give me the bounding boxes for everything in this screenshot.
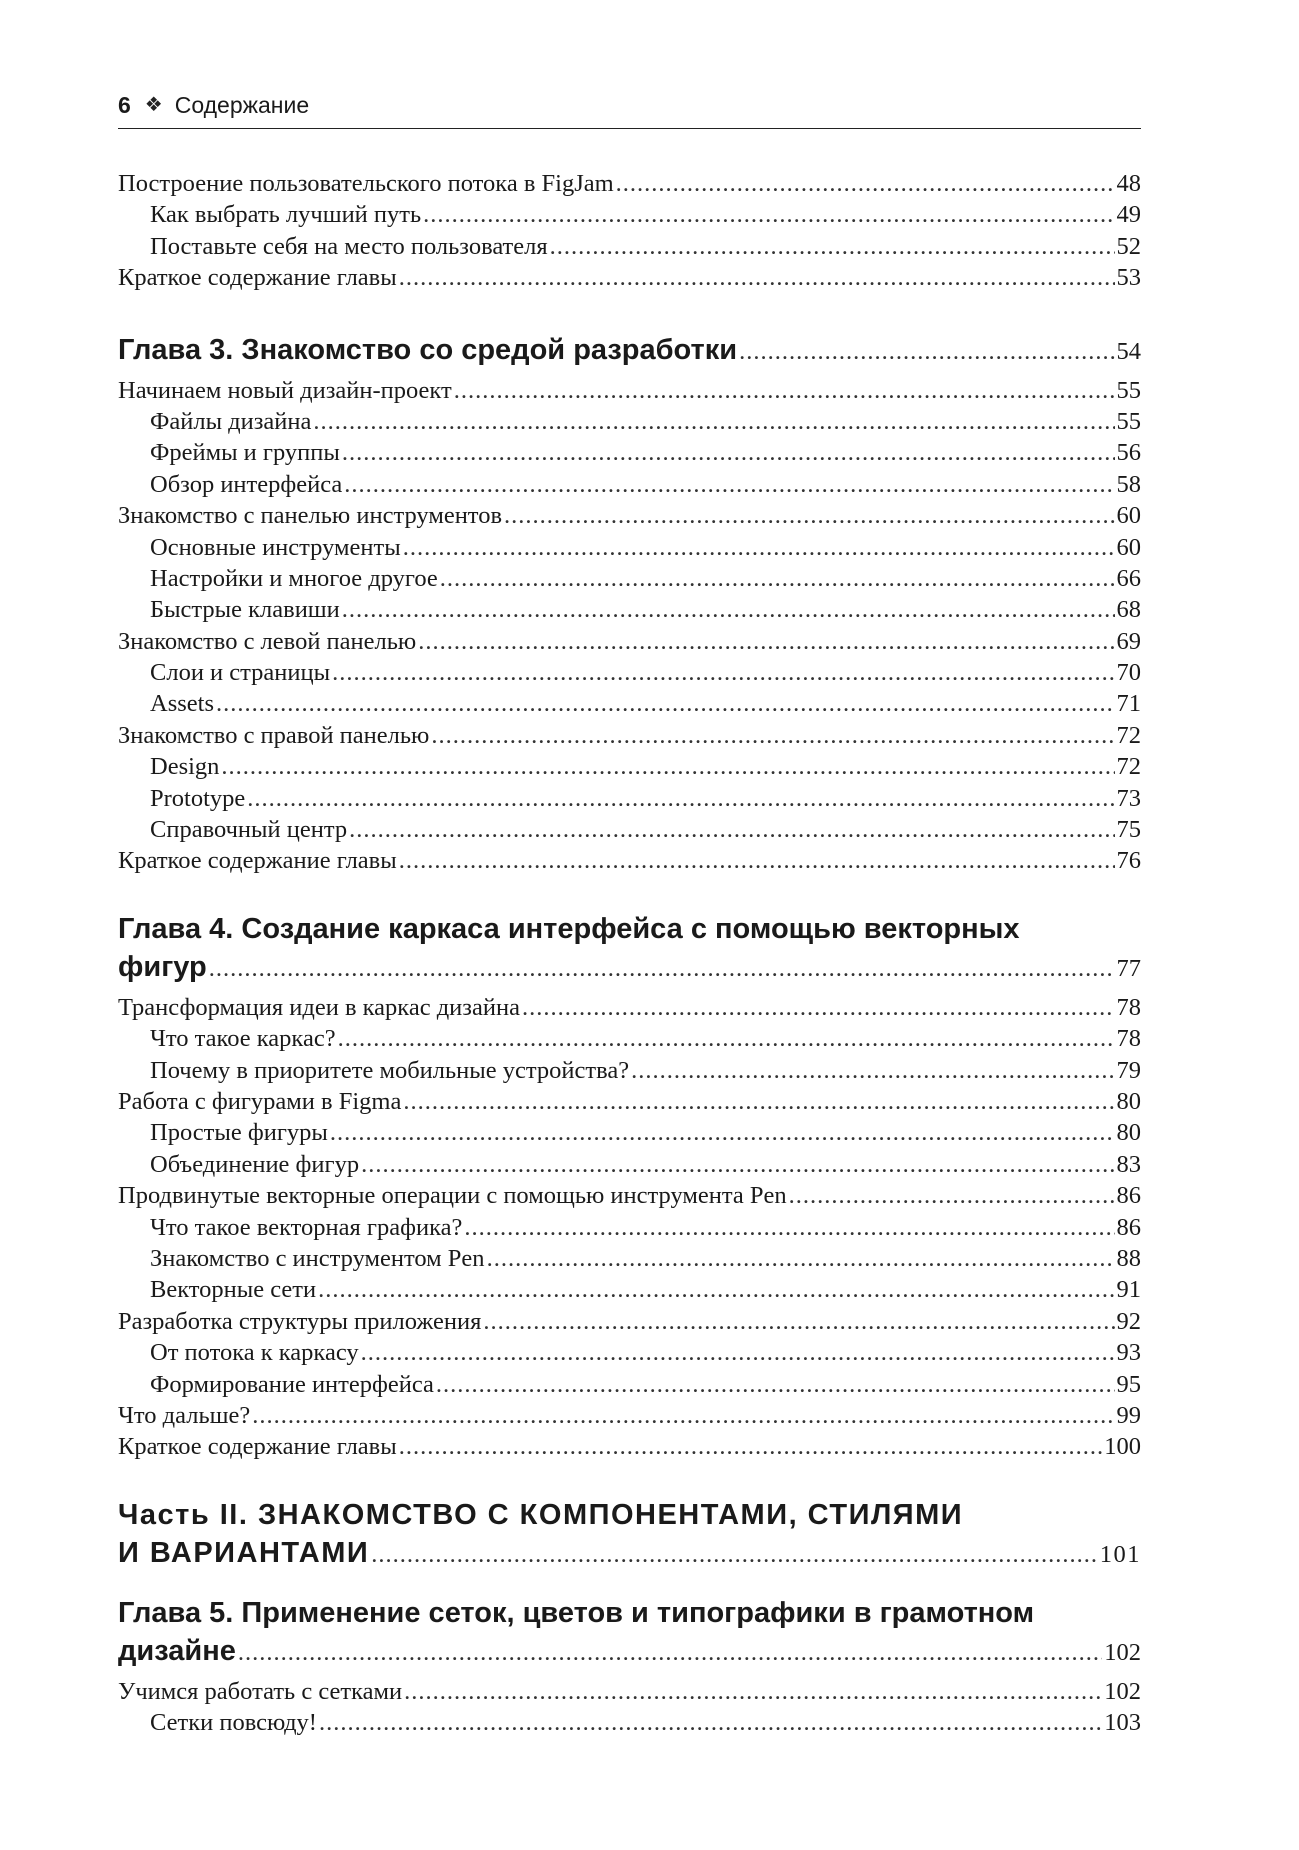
toc-entry-page: 49	[1116, 201, 1141, 229]
leader-dots	[464, 1212, 1114, 1243]
chapter-title: Глава 3. Знакомство со средой разработки	[118, 333, 738, 366]
chapter-4-heading[interactable]	[118, 910, 1141, 988]
toc-entry-title: Краткое содержание главы	[118, 264, 397, 292]
leader-dots	[739, 333, 1114, 371]
toc-entry[interactable]	[118, 1212, 1141, 1243]
toc-entry[interactable]	[118, 563, 1141, 594]
chapter-4-entries	[118, 992, 1141, 1463]
toc-entry[interactable]	[118, 437, 1141, 468]
toc-entry-page: 102	[1104, 1677, 1141, 1705]
toc-entry-title: Краткое содержание главы	[118, 1433, 397, 1461]
page-title: Содержание	[174, 92, 310, 118]
leader-dots	[550, 231, 1115, 262]
toc-entry-title: Почему в приоритете мобильные устройства?	[150, 1056, 630, 1084]
toc-entry[interactable]	[118, 1149, 1141, 1180]
chapter-5-heading[interactable]	[118, 1594, 1141, 1672]
leader-dots	[342, 437, 1115, 468]
toc-entry-page: 86	[1116, 1213, 1141, 1241]
leader-dots	[631, 1055, 1114, 1086]
toc-entry-page: 60	[1116, 533, 1141, 561]
toc-entry-title: Файлы дизайна	[150, 407, 312, 435]
part-title-line1: Часть II. ЗНАКОМСТВО С КОМПОНЕНТАМИ, СТИЛЯМИ	[118, 1498, 964, 1531]
toc-entry-page: 72	[1116, 753, 1141, 781]
toc-entry-title: Продвинутые векторные операции с помощью инструмента Pen	[118, 1182, 787, 1210]
toc-entry-title: Разработка структуры приложения	[118, 1307, 482, 1335]
table-of-contents	[118, 168, 1141, 1738]
toc-entry-title: Знакомство с панелью инструментов	[118, 502, 503, 530]
leader-dots	[209, 950, 1115, 988]
chapter-page: 77	[1116, 954, 1141, 982]
leader-dots	[338, 1023, 1115, 1054]
toc-entry[interactable]	[118, 500, 1141, 531]
toc-entry-title: Трансформация идеи в каркас дизайна	[118, 993, 520, 1021]
leader-dots	[440, 563, 1115, 594]
toc-entry[interactable]	[118, 375, 1141, 406]
toc-entry-title: Что такое векторная графика?	[150, 1213, 463, 1241]
leader-dots	[238, 1634, 1102, 1672]
toc-entry[interactable]	[118, 688, 1141, 719]
chapter-5-entries	[118, 1676, 1141, 1739]
toc-entry[interactable]	[118, 469, 1141, 500]
leader-dots	[221, 751, 1114, 782]
chapter-title-line2: фигур	[118, 950, 207, 983]
toc-entry-title: Design	[150, 753, 220, 781]
toc-entry-title: Знакомство с левой панелью	[118, 627, 417, 655]
leader-dots	[423, 199, 1114, 230]
toc-entry[interactable]	[118, 1369, 1141, 1400]
toc-entry-page: 88	[1116, 1244, 1141, 1272]
toc-entry-title: Работа с фигурами в Figma	[118, 1087, 402, 1115]
leader-dots	[371, 1536, 1098, 1574]
toc-entry-page: 70	[1116, 659, 1141, 687]
toc-entry-title: Построение пользовательского потока в FigJam	[118, 170, 614, 197]
toc-entry[interactable]	[118, 720, 1141, 751]
toc-entry-page: 60	[1116, 502, 1141, 530]
leader-dots	[789, 1180, 1115, 1211]
toc-entry[interactable]	[118, 1180, 1141, 1211]
toc-entry-title: Справочный центр	[150, 816, 348, 844]
leader-dots	[332, 657, 1114, 688]
toc-entry[interactable]	[118, 594, 1141, 625]
toc-entry-page: 56	[1116, 439, 1141, 467]
leader-dots	[436, 1369, 1115, 1400]
toc-entry[interactable]	[118, 199, 1141, 230]
toc-entry-page: 73	[1116, 784, 1141, 812]
toc-entry[interactable]	[118, 751, 1141, 782]
leader-dots	[616, 168, 1115, 199]
toc-entry-title: Что такое каркас?	[150, 1025, 336, 1053]
toc-entry-page: 72	[1116, 721, 1141, 749]
toc-entry-page: 100	[1104, 1433, 1141, 1461]
toc-entry[interactable]	[118, 626, 1141, 657]
leader-dots	[319, 1707, 1102, 1738]
leader-dots	[504, 500, 1114, 531]
leader-dots	[431, 720, 1114, 751]
leader-dots	[344, 469, 1114, 500]
toc-entry-page: 103	[1104, 1709, 1141, 1737]
leader-dots	[418, 626, 1114, 657]
toc-entry[interactable]	[118, 814, 1141, 845]
toc-entry[interactable]	[118, 262, 1141, 293]
page-number: 6	[118, 92, 131, 118]
toc-entry-title: От потока к каркасу	[150, 1339, 359, 1367]
chapter-3-heading[interactable]	[118, 331, 1141, 371]
chapter-page: 54	[1116, 337, 1141, 365]
toc-entry[interactable]	[118, 1431, 1141, 1462]
toc-entry-title: Prototype	[150, 784, 246, 812]
toc-entry-title: Сетки повсюду!	[150, 1709, 317, 1737]
leader-dots	[313, 406, 1114, 437]
toc-entry-title: Знакомство с правой панелью	[118, 721, 430, 749]
toc-entry[interactable]	[118, 1086, 1141, 1117]
leader-dots	[216, 688, 1115, 719]
toc-entry[interactable]	[118, 168, 1141, 199]
leader-dots	[403, 532, 1115, 563]
chapter-title-line2: дизайне	[118, 1634, 236, 1667]
toc-entry[interactable]	[118, 657, 1141, 688]
leader-dots	[247, 783, 1114, 814]
toc-entry[interactable]	[118, 1055, 1141, 1086]
toc-group-pre	[118, 168, 1141, 294]
toc-entry-title: Краткое содержание главы	[118, 847, 397, 875]
leader-dots	[361, 1149, 1114, 1180]
leader-dots	[403, 1086, 1114, 1117]
toc-entry[interactable]	[118, 1117, 1141, 1148]
toc-entry[interactable]	[118, 783, 1141, 814]
toc-entry-title: Быстрые клавиши	[150, 596, 340, 624]
chapter-3-entries	[118, 375, 1141, 877]
toc-entry-title: Объединение фигур	[150, 1150, 360, 1178]
toc-entry-page: 71	[1116, 690, 1141, 718]
toc-entry[interactable]	[118, 1707, 1141, 1738]
toc-entry[interactable]	[118, 231, 1141, 262]
toc-entry-page: 55	[1116, 376, 1141, 404]
toc-entry-page: 68	[1116, 596, 1141, 624]
toc-entry-page: 83	[1116, 1150, 1141, 1178]
toc-entry-page: 80	[1116, 1087, 1141, 1115]
part-2-heading[interactable]	[118, 1496, 1141, 1574]
leader-dots	[454, 375, 1115, 406]
toc-entry-page: 69	[1116, 627, 1141, 655]
toc-entry-title: Как выбрать лучший путь	[150, 201, 422, 229]
ornament-icon: ❖	[144, 94, 163, 116]
leader-dots	[404, 1676, 1102, 1707]
toc-entry-page: 80	[1116, 1119, 1141, 1147]
leader-dots	[483, 1306, 1114, 1337]
toc-entry[interactable]	[118, 1400, 1141, 1431]
toc-entry-page: 58	[1116, 470, 1141, 498]
toc-entry-title: Assets	[150, 690, 214, 718]
chapter-title-line1: Глава 5. Применение сеток, цветов и типографики в грамотном	[118, 1596, 1035, 1629]
toc-entry[interactable]	[118, 1243, 1141, 1274]
toc-entry-page: 78	[1116, 993, 1141, 1021]
leader-dots	[399, 845, 1115, 876]
toc-entry-page: 86	[1116, 1182, 1141, 1210]
leader-dots	[349, 814, 1114, 845]
toc-entry-page: 79	[1116, 1056, 1141, 1084]
toc-entry-title: Начинаем новый дизайн-проект	[118, 376, 452, 404]
toc-entry-title: Формирование интерфейса	[150, 1370, 434, 1398]
part-title-line2: И ВАРИАНТАМИ	[118, 1536, 370, 1569]
toc-entry-page: 55	[1116, 407, 1141, 435]
toc-entry-page: 52	[1116, 232, 1141, 260]
leader-dots	[318, 1274, 1114, 1305]
toc-entry-title: Обзор интерфейса	[150, 470, 343, 498]
part-page: 101	[1099, 1540, 1141, 1568]
toc-entry-title: Поставьте себя на место пользователя	[150, 232, 548, 260]
toc-entry-title: Фреймы и группы	[150, 439, 340, 467]
toc-entry-page: 91	[1116, 1276, 1141, 1304]
toc-entry-page: 78	[1116, 1025, 1141, 1053]
toc-entry-page: 75	[1116, 816, 1141, 844]
chapter-page: 102	[1104, 1638, 1141, 1666]
toc-entry-title: Учимся работать с сетками	[118, 1677, 403, 1705]
toc-entry-page: 99	[1116, 1401, 1141, 1429]
toc-entry-page: 93	[1116, 1339, 1141, 1367]
toc-entry-page: 48	[1116, 170, 1141, 197]
leader-dots	[252, 1400, 1114, 1431]
toc-entry-title: Векторные сети	[150, 1276, 317, 1304]
toc-entry[interactable]	[118, 1337, 1141, 1368]
toc-entry-page: 53	[1116, 264, 1141, 292]
toc-entry-title: Что дальше?	[118, 1401, 251, 1429]
toc-entry-page: 92	[1116, 1307, 1141, 1335]
toc-entry[interactable]	[118, 532, 1141, 563]
toc-entry-title: Простые фигуры	[150, 1119, 328, 1147]
toc-entry[interactable]	[118, 845, 1141, 876]
toc-entry-title: Настройки и многое другое	[150, 564, 438, 592]
leader-dots	[330, 1117, 1115, 1148]
toc-entry-page: 76	[1116, 847, 1141, 875]
toc-entry[interactable]	[118, 1023, 1141, 1054]
toc-entry[interactable]	[118, 1306, 1141, 1337]
toc-entry-page: 66	[1116, 564, 1141, 592]
toc-entry-title: Слои и страницы	[150, 659, 331, 687]
toc-entry[interactable]	[118, 1676, 1141, 1707]
toc-entry[interactable]	[118, 1274, 1141, 1305]
leader-dots	[399, 1431, 1103, 1462]
toc-entry[interactable]	[118, 992, 1141, 1023]
leader-dots	[361, 1337, 1115, 1368]
running-header	[118, 92, 1141, 129]
toc-entry-title: Знакомство с инструментом Pen	[150, 1244, 485, 1272]
leader-dots	[399, 262, 1115, 293]
toc-entry-title: Основные инструменты	[150, 533, 401, 561]
leader-dots	[522, 992, 1115, 1023]
toc-entry-page: 95	[1116, 1370, 1141, 1398]
leader-dots	[342, 594, 1115, 625]
toc-entry[interactable]	[118, 406, 1141, 437]
chapter-title-line1: Глава 4. Создание каркаса интерфейса с помощью векторных	[118, 912, 1020, 945]
leader-dots	[487, 1243, 1115, 1274]
